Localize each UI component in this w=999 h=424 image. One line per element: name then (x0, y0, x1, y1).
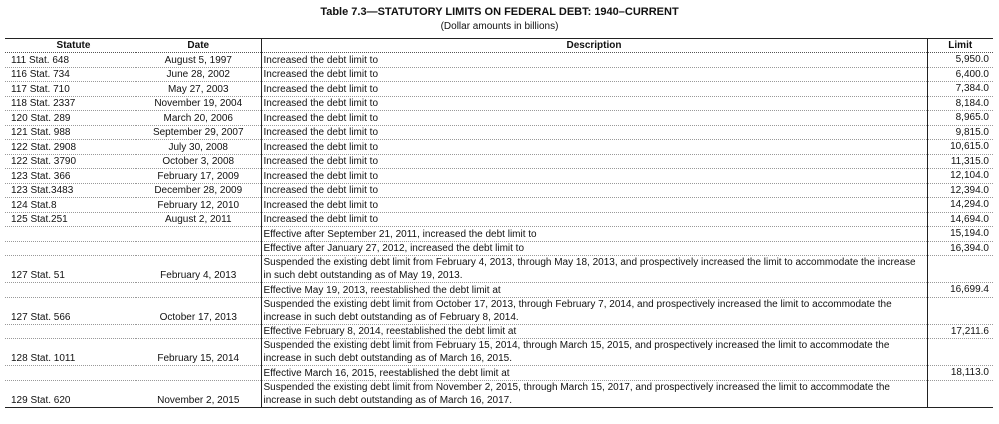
statute-cell (5, 227, 136, 242)
limit-cell (927, 339, 993, 366)
table-row (5, 125, 993, 140)
description-cell: Effective after January 27, 2012, increased the debt limit to (261, 241, 927, 256)
statute-cell: 129 Stat. 620 (5, 380, 136, 407)
limit-cell: 10,615.0 (927, 140, 993, 155)
description-cell: Increased the debt limit to (261, 198, 927, 213)
table-row (5, 140, 993, 155)
date-cell: February 17, 2009 (136, 169, 261, 184)
description-cell: Increased the debt limit to (261, 67, 927, 82)
description-cell: Suspended the existing debt limit from February 4, 2013, through May 18, 2013, and prospectively increased the limit to accommodate the increase in such debt outstanding as of May 19, 2013. (261, 256, 927, 283)
date-cell (136, 366, 261, 381)
limit-cell: 12,104.0 (927, 169, 993, 184)
limit-cell: 8,965.0 (927, 111, 993, 126)
table-title: Table 7.3—STATUTORY LIMITS ON FEDERAL DEBT: 1940–CURRENT (320, 6, 679, 18)
statute-cell (5, 324, 136, 339)
date-cell (136, 241, 261, 256)
description-cell: Suspended the existing debt limit from February 15, 2014, through March 15, 2015, and prospectively increased the limit to accommodate the increase in such debt outstanding as of March 16, 2015. (261, 339, 927, 366)
description-cell: Increased the debt limit to (261, 212, 927, 227)
table-row (5, 324, 993, 339)
statute-cell: 124 Stat.8 (5, 198, 136, 213)
header-statute: Statute (5, 39, 136, 53)
limit-cell: 14,694.0 (927, 212, 993, 227)
table-body (5, 53, 993, 408)
date-cell: December 28, 2009 (136, 183, 261, 198)
description-cell: Effective February 8, 2014, reestablished the debt limit at (261, 324, 927, 339)
debt-limit-table (5, 38, 993, 408)
description-cell: Increased the debt limit to (261, 53, 927, 68)
table-row (5, 154, 993, 169)
statute-cell: 123 Stat. 366 (5, 169, 136, 184)
description-cell: Increased the debt limit to (261, 111, 927, 126)
statute-cell: 127 Stat. 51 (5, 256, 136, 283)
statute-cell: 123 Stat.3483 (5, 183, 136, 198)
date-cell: November 2, 2015 (136, 380, 261, 407)
limit-cell: 11,315.0 (927, 154, 993, 169)
table-row (5, 96, 993, 111)
description-cell: Effective after September 21, 2011, increased the debt limit to (261, 227, 927, 242)
statute-cell: 111 Stat. 648 (5, 53, 136, 68)
date-cell: May 27, 2003 (136, 82, 261, 97)
limit-cell: 17,211.6 (927, 324, 993, 339)
description-cell: Effective May 19, 2013, reestablished the debt limit at (261, 283, 927, 298)
limit-cell: 18,113.0 (927, 366, 993, 381)
limit-cell: 14,294.0 (927, 198, 993, 213)
date-cell: February 12, 2010 (136, 198, 261, 213)
table-row (5, 297, 993, 324)
limit-cell: 9,815.0 (927, 125, 993, 140)
statute-cell (5, 366, 136, 381)
limit-cell: 6,400.0 (927, 67, 993, 82)
header-date: Date (136, 39, 261, 53)
limit-cell: 15,194.0 (927, 227, 993, 242)
statute-cell: 118 Stat. 2337 (5, 96, 136, 111)
table-header-row (5, 39, 993, 53)
statute-cell: 127 Stat. 566 (5, 297, 136, 324)
table-row (5, 283, 993, 298)
description-cell: Increased the debt limit to (261, 96, 927, 111)
date-cell: October 17, 2013 (136, 297, 261, 324)
date-cell: September 29, 2007 (136, 125, 261, 140)
limit-cell: 16,394.0 (927, 241, 993, 256)
limit-cell (927, 256, 993, 283)
table-row (5, 82, 993, 97)
description-cell: Increased the debt limit to (261, 183, 927, 198)
limit-cell (927, 380, 993, 407)
description-cell: Effective March 16, 2015, reestablished the debt limit at (261, 366, 927, 381)
header-limit: Limit (927, 39, 993, 53)
date-cell: October 3, 2008 (136, 154, 261, 169)
date-cell: July 30, 2008 (136, 140, 261, 155)
date-cell: August 2, 2011 (136, 212, 261, 227)
limit-cell: 8,184.0 (927, 96, 993, 111)
table-row (5, 111, 993, 126)
limit-cell: 12,394.0 (927, 183, 993, 198)
statute-cell: 122 Stat. 3790 (5, 154, 136, 169)
limit-cell: 16,699.4 (927, 283, 993, 298)
table-row (5, 169, 993, 184)
statute-cell (5, 241, 136, 256)
table-row (5, 256, 993, 283)
date-cell (136, 324, 261, 339)
description-cell: Increased the debt limit to (261, 169, 927, 184)
description-cell: Increased the debt limit to (261, 140, 927, 155)
statute-cell: 125 Stat.251 (5, 212, 136, 227)
statute-cell (5, 283, 136, 298)
limit-cell (927, 297, 993, 324)
statute-cell: 122 Stat. 2908 (5, 140, 136, 155)
header-description: Description (261, 39, 927, 53)
date-cell: February 4, 2013 (136, 256, 261, 283)
date-cell (136, 227, 261, 242)
description-cell: Suspended the existing debt limit from November 2, 2015, through March 15, 2017, and prospectively increased the limit to accommodate the increase in such debt outstanding as of March 16, 2017. (261, 380, 927, 407)
description-cell: Increased the debt limit to (261, 82, 927, 97)
table-row (5, 183, 993, 198)
table-row (5, 366, 993, 381)
table-subtitle: (Dollar amounts in billions) (440, 21, 559, 32)
description-cell: Suspended the existing debt limit from October 17, 2013, through February 7, 2014, and prospectively increased the limit to accommodate the increase in such debt outstanding as of February 8, 2014. (261, 297, 927, 324)
table-row (5, 241, 993, 256)
statute-cell: 121 Stat. 988 (5, 125, 136, 140)
statute-cell: 116 Stat. 734 (5, 67, 136, 82)
date-cell: August 5, 1997 (136, 53, 261, 68)
description-cell: Increased the debt limit to (261, 125, 927, 140)
date-cell: February 15, 2014 (136, 339, 261, 366)
statute-cell: 120 Stat. 289 (5, 111, 136, 126)
limit-cell: 5,950.0 (927, 53, 993, 68)
description-cell: Increased the debt limit to (261, 154, 927, 169)
statute-cell: 117 Stat. 710 (5, 82, 136, 97)
statute-cell: 128 Stat. 1011 (5, 339, 136, 366)
table-row (5, 339, 993, 366)
table-row (5, 380, 993, 407)
date-cell: June 28, 2002 (136, 67, 261, 82)
table-row (5, 227, 993, 242)
table-row (5, 198, 993, 213)
date-cell: November 19, 2004 (136, 96, 261, 111)
table-row (5, 212, 993, 227)
table-row (5, 67, 993, 82)
date-cell (136, 283, 261, 298)
date-cell: March 20, 2006 (136, 111, 261, 126)
limit-cell: 7,384.0 (927, 82, 993, 97)
table-row (5, 53, 993, 68)
